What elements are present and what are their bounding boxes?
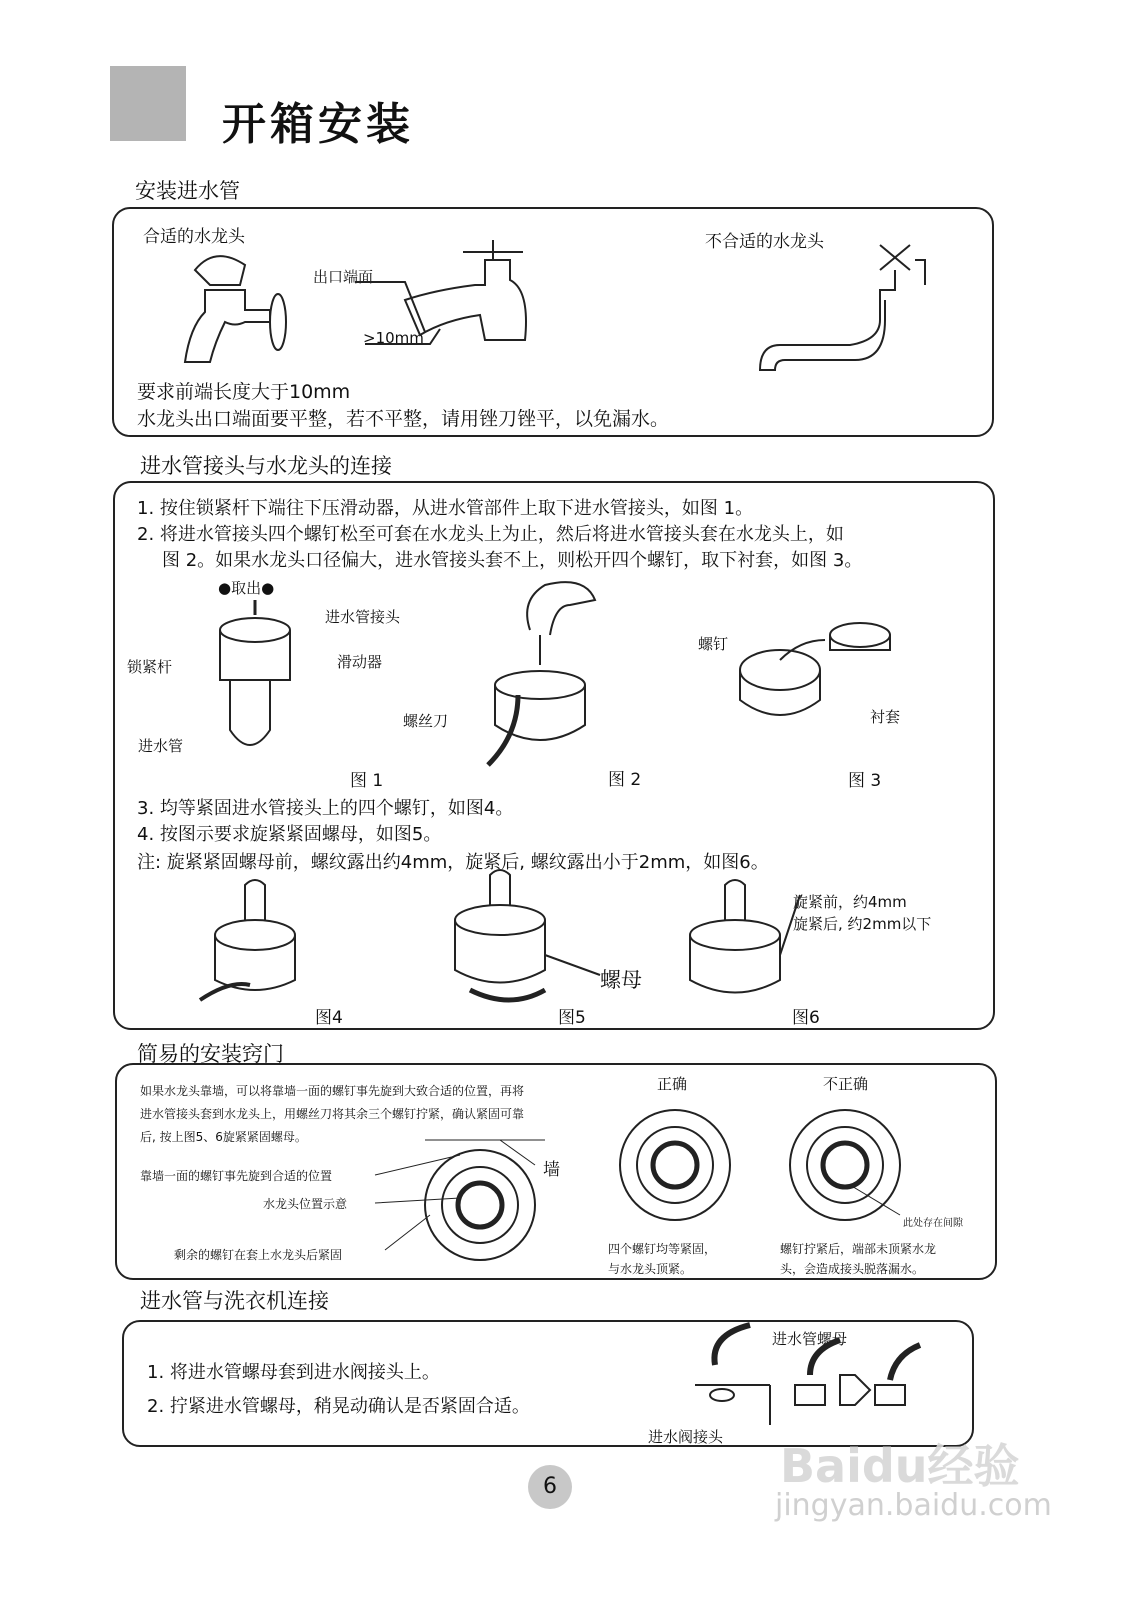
label: 靠墙一面的螺钉事先旋到合适的位置: [140, 1169, 333, 1183]
watermark-logo: Baidu经验: [780, 1439, 1020, 1493]
section-heading: 简易的安装窍门: [137, 1042, 284, 1066]
label: ●取出●: [218, 579, 275, 597]
figure-caption: 图4: [315, 1008, 343, 1028]
text: 后, 按上图5、6旋紧紧固螺母。: [140, 1130, 307, 1144]
label: 螺母: [600, 968, 642, 992]
figure-caption: 图6: [792, 1008, 820, 1028]
label: 不正确: [823, 1075, 869, 1093]
label: 墙: [543, 1160, 560, 1180]
label: 此处存在间隙: [903, 1218, 963, 1229]
figure-caption: 图 3: [848, 771, 882, 791]
label: 旋紧后, 约2mm以下: [793, 915, 932, 933]
figure-caption: 图 1: [350, 771, 384, 791]
step: 图 2。如果水龙头口径偏大，进水管接头套不上，则松开四个螺钉，取下衬套，如图 3。: [162, 550, 863, 571]
label: 进水阀接头: [648, 1428, 724, 1446]
label: 进水管螺母: [772, 1330, 848, 1348]
label: 剩余的螺钉在套上水龙头后紧固: [174, 1248, 343, 1262]
section-heading: 安装进水管: [135, 179, 240, 203]
label: 进水管: [138, 737, 184, 755]
watermark-url: jingyan.baidu.com: [775, 1488, 1052, 1523]
label: >10mm: [363, 329, 424, 347]
text: 四个螺钉均等紧固，: [608, 1242, 717, 1256]
text: 进水管接头套到水龙头上，用螺丝刀将其余三个螺钉拧紧，确认紧固可靠: [140, 1107, 525, 1121]
label: 螺钉: [698, 635, 729, 653]
label: 进水管接头: [325, 608, 401, 626]
label: 不合适的水龙头: [705, 232, 824, 252]
text: 水龙头出口端面要平整，若不平整，请用锉刀锉平，以免漏水。: [137, 408, 670, 430]
label: 滑动器: [337, 653, 383, 671]
text: 如果水龙头靠墙，可以将靠墙一面的螺钉事先旋到大致合适的位置，再将: [140, 1084, 525, 1098]
figure-caption: 图 2: [608, 770, 642, 790]
page-number: 6: [528, 1465, 572, 1509]
section-heading: 进水管与洗衣机连接: [140, 1289, 329, 1313]
section-heading: 进水管接头与水龙头的连接: [140, 454, 392, 478]
label: 合适的水龙头: [143, 227, 245, 247]
figure-caption: 图5: [558, 1008, 586, 1028]
label: 出口端面: [313, 268, 374, 286]
text: 头，会造成接头脱落漏水。: [780, 1262, 925, 1276]
label: 旋紧前，约4mm: [793, 893, 907, 911]
page-title: 开箱安装: [222, 99, 414, 150]
step: 2. 拧紧进水管螺母，稍晃动确认是否紧固合适。: [147, 1396, 530, 1417]
label: 螺丝刀: [403, 712, 449, 730]
label: 衬套: [870, 708, 901, 726]
step: 3. 均等紧固进水管接头上的四个螺钉，如图4。: [137, 798, 514, 819]
step: 1. 将进水管螺母套到进水阀接头上。: [147, 1362, 440, 1383]
text: 螺钉拧紧后，端部未顶紧水龙: [780, 1242, 937, 1256]
step: 1. 按住锁紧杆下端往下压滑动器，从进水管部件上取下进水管接头，如图 1。: [137, 498, 754, 519]
label: 正确: [657, 1075, 688, 1093]
step: 2. 将进水管接头四个螺钉松至可套在水龙头上为止，然后将进水管接头套在水龙头上，如: [137, 524, 844, 545]
text: 要求前端长度大于10mm: [137, 381, 351, 403]
text: 与水龙头顶紧。: [608, 1262, 693, 1276]
label: 锁紧杆: [127, 658, 173, 676]
note: 注: 旋紧紧固螺母前，螺纹露出约4mm，旋紧后, 螺纹露出小于2mm，如图6。: [137, 852, 769, 873]
label: 水龙头位置示意: [263, 1197, 348, 1211]
step: 4. 按图示要求旋紧紧固螺母，如图5。: [137, 824, 442, 845]
